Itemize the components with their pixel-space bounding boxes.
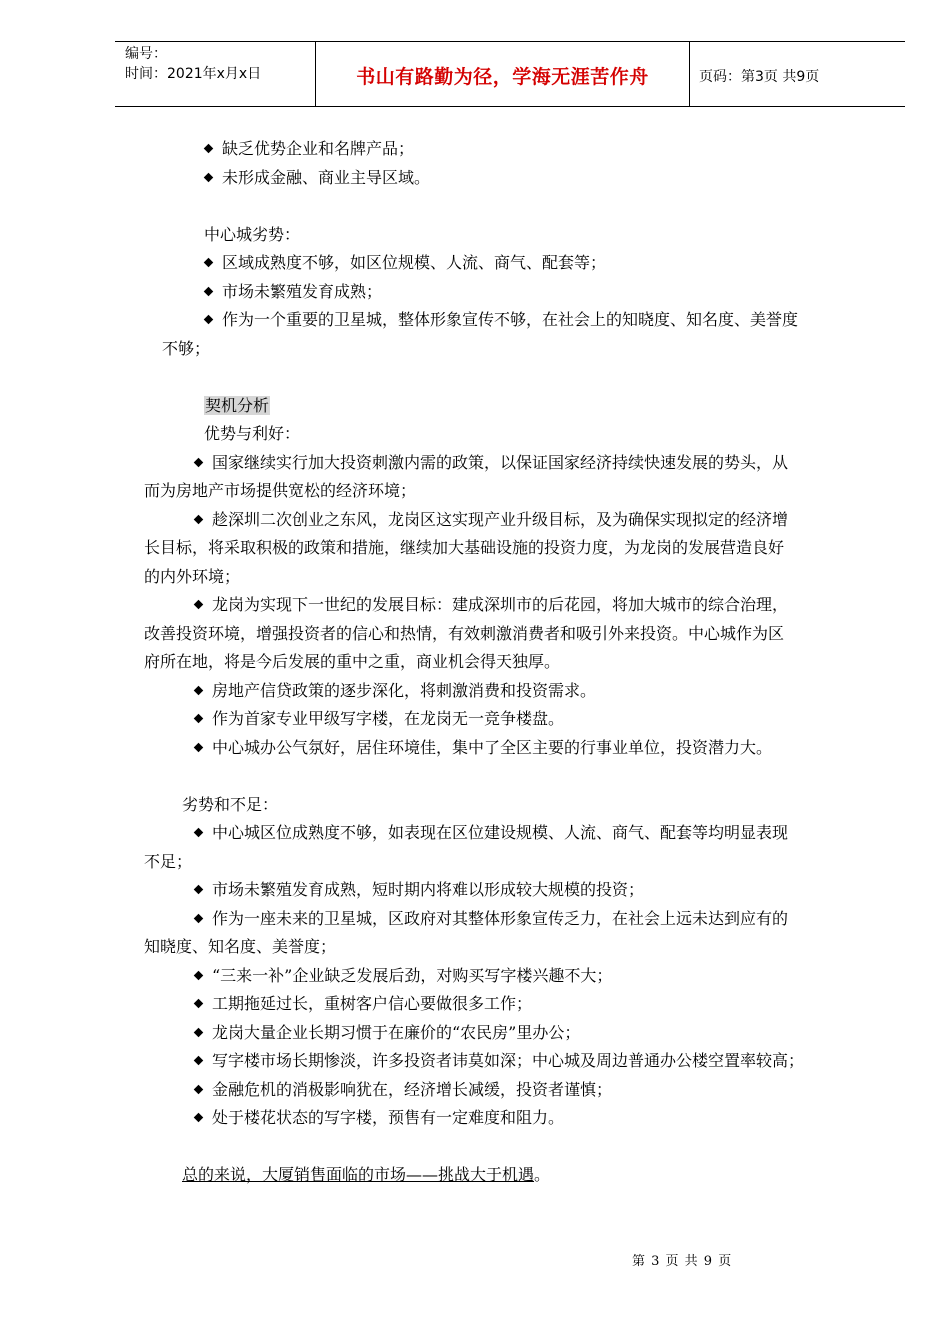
list-item: 缺乏优势企业和名牌产品； [144, 135, 914, 164]
list-item-continuation: 长目标，将采取积极的政策和措施，继续加大基础设施的投资力度，为龙岗的发展营造良好 [144, 538, 785, 557]
list-item: 龙岗大量企业长期习惯于在廉价的“农民房”里办公； [144, 1019, 914, 1048]
diamond-bullet-icon [194, 1084, 204, 1094]
diamond-bullet-icon [194, 1056, 204, 1066]
page-footer: 第 3 页 共 9 页 [632, 1254, 733, 1269]
list-item-continuation: 不足； [144, 851, 193, 871]
list-item-continuation: 而为房地产市场提供宽松的经济环境； [144, 481, 417, 500]
list-item: 金融危机的消极影响犹在，经济增长减缓，投资者谨慎； [144, 1076, 914, 1105]
diamond-bullet-icon [194, 457, 204, 467]
diamond-bullet-icon [204, 286, 214, 296]
diamond-bullet-icon [204, 258, 214, 268]
list-item: 市场未繁殖发育成熟，短时期内将难以形成较大规模的投资； [144, 876, 914, 905]
list-item-continuation: 府所在地，将是今后发展的重中之重，商业机会得天独厚。 [144, 652, 561, 671]
summary-text: 总的来说，大厦销售面临的市场——挑战大于机遇 [182, 1165, 535, 1184]
diamond-bullet-icon [204, 172, 214, 182]
opportunity-heading: 契机分析 [205, 395, 270, 415]
subsection-heading: 优势与利好： [204, 424, 301, 443]
list-item: 趁深圳二次创业之东风，龙岗区这实现产业升级目标，及为确保实现拟定的经济增 [144, 506, 914, 535]
list-item: 龙岗为实现下一世纪的发展目标：建成深圳市的后花园，将加大城市的综合治理， [144, 591, 914, 620]
diamond-bullet-icon [194, 514, 204, 524]
summary-line [144, 1161, 914, 1190]
list-item: 写字楼市场长期惨淡，许多投资者讳莫如深；中心城及周边普通办公楼空置率较高； [144, 1047, 914, 1076]
header-divider [689, 42, 690, 106]
list-item-continuation: 的内外环境； [144, 566, 241, 586]
diamond-bullet-icon [194, 828, 204, 838]
list-item: 房地产信贷政策的逐步深化，将刺激消费和投资需求。 [144, 677, 914, 706]
summary-end: 。 [534, 1165, 551, 1184]
page-header [115, 41, 905, 107]
diamond-bullet-icon [194, 999, 204, 1009]
diamond-bullet-icon [194, 885, 204, 895]
list-item: 中心城区位成熟度不够，如表现在区位建设规模、人流、商气、配套等均明显表现 [144, 819, 914, 848]
list-item: 中心城办公气氛好，居住环境佳，集中了全区主要的行事业单位，投资潜力大。 [144, 734, 914, 763]
list-item: “三来一补”企业缺乏发展后劲，对购买写字楼兴趣不大； [144, 962, 914, 991]
diamond-bullet-icon [204, 144, 214, 154]
document-body [144, 135, 914, 1190]
diamond-bullet-icon [194, 913, 204, 923]
list-item-continuation: 改善投资环境，增强投资者的信心和热情，有效刺激消费者和吸引外来投资。中心城作为区 [144, 623, 785, 643]
list-item: 国家继续实行加大投资刺激内需的政策，以保证国家经济持续快速发展的势头，从 [144, 449, 914, 478]
section-heading: 中心城劣势： [204, 224, 301, 244]
list-item: 市场未繁殖发育成熟； [144, 278, 914, 307]
list-item: 工期拖延过长，重树客户信心要做很多工作； [144, 990, 914, 1019]
diamond-bullet-icon [194, 685, 204, 695]
list-item: 作为首家专业甲级写字楼，在龙岗无一竞争楼盘。 [144, 705, 914, 734]
diamond-bullet-icon [194, 1027, 204, 1037]
diamond-bullet-icon [194, 1113, 204, 1123]
list-item: 未形成金融、商业主导区域。 [144, 164, 914, 193]
list-item-continuation: 知晓度、知名度、美誉度； [144, 937, 337, 956]
list-item-continuation: 不够； [162, 338, 211, 358]
list-item: 处于楼花状态的写字楼，预售有一定难度和阻力。 [144, 1104, 914, 1133]
header-motto: 书山有路勤为径，学海无涯苦作舟 [356, 66, 649, 88]
subsection-heading: 劣势和不足： [182, 794, 279, 814]
list-item: 作为一座未来的卫星城，区政府对其整体形象宣传乏力，在社会上远未达到应有的 [144, 905, 914, 934]
list-item: 区域成熟度不够，如区位规模、人流、商气、配套等； [144, 249, 914, 278]
diamond-bullet-icon [194, 742, 204, 752]
section-heading [144, 392, 914, 421]
number-label: 编号： [125, 46, 167, 62]
header-meta [125, 44, 261, 84]
diamond-bullet-icon [204, 315, 214, 325]
header-page-info: 页码：第3页 共9页 [699, 69, 820, 85]
time-label: 时间：2021年x月x日 [125, 66, 262, 82]
diamond-bullet-icon [194, 714, 204, 724]
list-item: 作为一个重要的卫星城，整体形象宣传不够，在社会上的知晓度、知名度、美誉度 [144, 306, 914, 335]
diamond-bullet-icon [194, 600, 204, 610]
diamond-bullet-icon [194, 970, 204, 980]
